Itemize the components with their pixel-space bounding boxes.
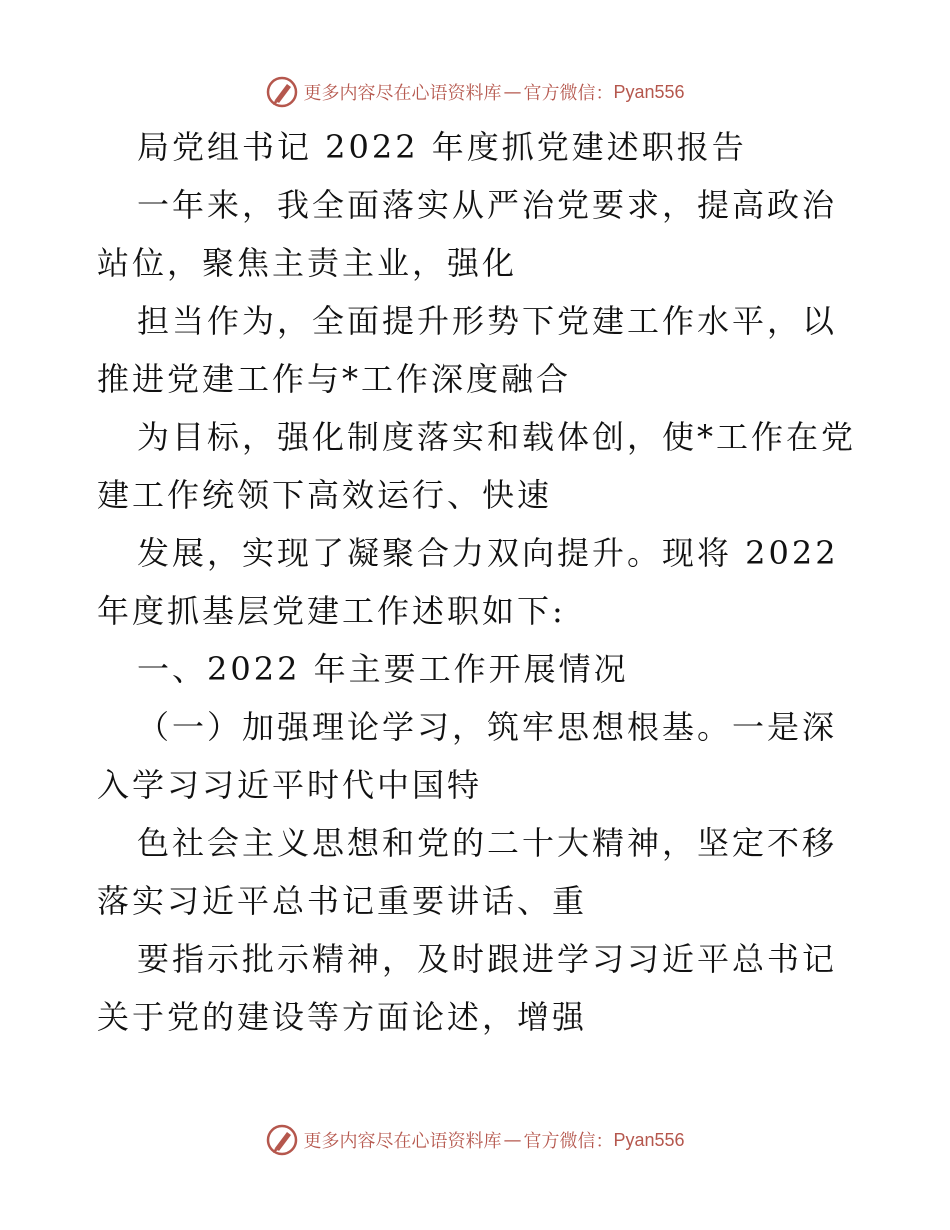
watermark-separator: — [503, 81, 522, 103]
document-title: 局党组书记 2022 年度抓党建述职报告 [137, 128, 747, 166]
document-body [97, 118, 857, 1046]
pen-logo-icon [265, 1123, 299, 1157]
paragraph: 要指示批示精神，及时跟进学习习近平总书记关于党的建设等方面论述，增强 [97, 940, 838, 1036]
paragraph: 担当作为，全面提升形势下党建工作水平，以推进党建工作与*工作深度融合 [97, 302, 838, 398]
paragraph: 色社会主义思想和党的二十大精神，坚定不移落实习近平总书记重要讲话、重 [97, 824, 838, 920]
paragraph: （一）加强理论学习，筑牢思想根基。一是深入学习习近平时代中国特 [97, 708, 838, 804]
watermark-footer [0, 1120, 950, 1160]
paragraph: 发展，实现了凝聚合力双向提升。现将 2022 年度抓基层党建工作述职如下: [97, 534, 852, 630]
watermark-account: Pyan556 [613, 1129, 685, 1150]
paragraph: 为目标，强化制度落实和载体创，使*工作在党建工作统领下高效运行、快速 [97, 418, 857, 514]
paragraph: 一年来，我全面落实从严治党要求，提高政治站位，聚焦主责主业，强化 [97, 186, 838, 282]
section-heading: 一、2022 年主要工作开展情况 [137, 650, 629, 688]
watermark-label: 官方微信： [523, 83, 614, 104]
watermark-text: 更多内容尽在心语资料库 [303, 83, 502, 104]
pen-logo-icon [265, 75, 299, 109]
watermark-account: Pyan556 [613, 81, 685, 102]
watermark-label: 官方微信： [523, 1131, 614, 1152]
watermark-header [0, 72, 950, 112]
watermark-text: 更多内容尽在心语资料库 [303, 1131, 502, 1152]
watermark-separator: — [503, 1129, 522, 1151]
